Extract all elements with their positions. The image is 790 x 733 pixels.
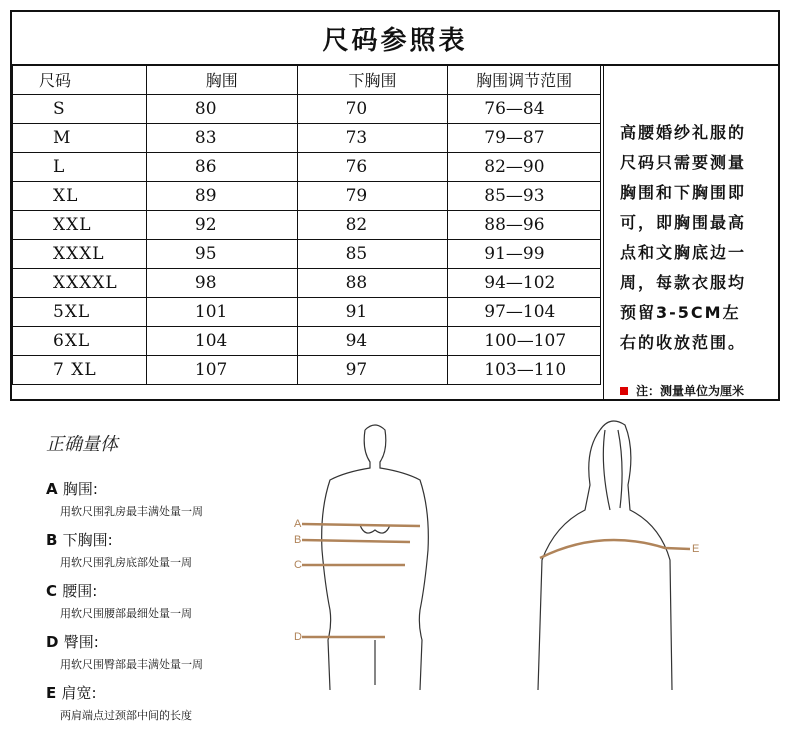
guide-item-label: 胸围: bbox=[62, 480, 98, 498]
table-row bbox=[13, 95, 601, 124]
cell-underbust: 79 bbox=[297, 182, 448, 211]
note-panel bbox=[603, 64, 779, 399]
note-footer bbox=[620, 382, 744, 399]
front-body-outline bbox=[322, 425, 429, 690]
note-footer-text: 注：测量单位为厘米 bbox=[636, 384, 745, 398]
guide-item-desc: 用软尺围臀部最丰满处量一周 bbox=[60, 658, 203, 671]
header-size: 尺码 bbox=[13, 65, 147, 95]
guide-item-heading bbox=[46, 529, 306, 550]
cell-range: 88—96 bbox=[448, 211, 601, 240]
cell-range: 97—104 bbox=[448, 298, 601, 327]
tape-a bbox=[302, 524, 420, 526]
cell-bust: 86 bbox=[146, 153, 297, 182]
figure-label-c: C bbox=[294, 559, 302, 571]
cell-underbust: 94 bbox=[297, 327, 448, 356]
note-line: 高腰婚纱礼服的 bbox=[620, 123, 747, 142]
guide-item-label: 下胸围: bbox=[62, 531, 113, 549]
cell-bust: 92 bbox=[146, 211, 297, 240]
header-bust: 胸围 bbox=[146, 65, 297, 95]
cell-range: 91—99 bbox=[448, 240, 601, 269]
cell-range: 100—107 bbox=[448, 327, 601, 356]
header-underbust: 下胸围 bbox=[297, 65, 448, 95]
tape-e bbox=[540, 540, 690, 558]
cell-size: XXXL bbox=[13, 240, 147, 269]
guide-item-heading bbox=[46, 478, 306, 499]
table-row bbox=[13, 153, 601, 182]
size-table bbox=[12, 64, 601, 385]
guide-item-desc: 用软尺围乳房最丰满处量一周 bbox=[60, 505, 203, 518]
cell-bust: 95 bbox=[146, 240, 297, 269]
note-line: 周，每款衣服均 bbox=[620, 273, 747, 292]
note-line: 预留3-5CM左 bbox=[620, 303, 741, 322]
guide-item-letter: D bbox=[46, 633, 59, 651]
cell-size: M bbox=[13, 124, 147, 153]
cell-underbust: 82 bbox=[297, 211, 448, 240]
guide-item-letter: E bbox=[46, 684, 57, 702]
guide-item-label: 腰围: bbox=[62, 582, 98, 600]
cell-bust: 80 bbox=[146, 95, 297, 124]
guide-item-label: 肩宽: bbox=[61, 684, 97, 702]
guide-title: 正确量体 bbox=[46, 434, 118, 455]
table-row bbox=[13, 356, 601, 385]
red-square-icon bbox=[620, 387, 628, 395]
guide-item-letter: C bbox=[46, 582, 58, 600]
cell-size: 5XL bbox=[13, 298, 147, 327]
table-row bbox=[13, 298, 601, 327]
cell-bust: 107 bbox=[146, 356, 297, 385]
guide-item-letter: B bbox=[46, 531, 58, 549]
note-line: 点和文胸底边一 bbox=[620, 243, 747, 262]
back-body-outline bbox=[538, 421, 672, 690]
table-row bbox=[13, 327, 601, 356]
table-header-row bbox=[13, 65, 601, 95]
note-line: 右的收放范围。 bbox=[620, 333, 747, 352]
cell-underbust: 70 bbox=[297, 95, 448, 124]
cell-underbust: 73 bbox=[297, 124, 448, 153]
figure-label-d: D bbox=[294, 631, 302, 643]
guide-item bbox=[46, 529, 306, 570]
guide-item-label: 臀围: bbox=[63, 633, 99, 651]
cell-bust: 89 bbox=[146, 182, 297, 211]
figure-label-e: E bbox=[692, 543, 700, 555]
cell-bust: 104 bbox=[146, 327, 297, 356]
guide-item-desc: 用软尺围乳房底部处量一周 bbox=[60, 556, 192, 569]
cell-underbust: 88 bbox=[297, 269, 448, 298]
figure-label-a: A bbox=[294, 518, 302, 530]
table-row bbox=[13, 240, 601, 269]
cell-bust: 98 bbox=[146, 269, 297, 298]
cell-size: XXXXL bbox=[13, 269, 147, 298]
note-text bbox=[620, 118, 770, 358]
size-chart bbox=[10, 10, 780, 401]
header-range: 胸围调节范围 bbox=[448, 65, 601, 95]
guide-item-letter: A bbox=[46, 480, 58, 498]
guide-item-desc: 用软尺围腰部最细处量一周 bbox=[60, 607, 192, 620]
cell-range: 82—90 bbox=[448, 153, 601, 182]
cell-underbust: 85 bbox=[297, 240, 448, 269]
cell-size: 6XL bbox=[13, 327, 147, 356]
cell-size: XL bbox=[13, 182, 147, 211]
cell-size: XXL bbox=[13, 211, 147, 240]
cell-size: S bbox=[13, 95, 147, 124]
measure-guide bbox=[46, 430, 306, 733]
chart-title: 尺码参照表 bbox=[12, 12, 778, 66]
guide-item bbox=[46, 478, 306, 519]
tape-lines bbox=[302, 524, 690, 637]
cell-underbust: 91 bbox=[297, 298, 448, 327]
cell-bust: 83 bbox=[146, 124, 297, 153]
note-line: 尺码只需要测量 bbox=[620, 153, 747, 172]
note-line: 胸围和下胸围即 bbox=[620, 183, 747, 202]
body-figure bbox=[280, 410, 740, 710]
figure-label-b: B bbox=[294, 534, 302, 546]
cell-size: L bbox=[13, 153, 147, 182]
guide-item bbox=[46, 631, 306, 672]
table-row bbox=[13, 269, 601, 298]
cell-range: 103—110 bbox=[448, 356, 601, 385]
cell-range: 94—102 bbox=[448, 269, 601, 298]
guide-item bbox=[46, 580, 306, 621]
figure-label-group bbox=[294, 518, 699, 643]
guide-item-heading bbox=[46, 580, 306, 601]
guide-item-heading bbox=[46, 682, 306, 703]
cell-range: 85—93 bbox=[448, 182, 601, 211]
cell-underbust: 76 bbox=[297, 153, 448, 182]
guide-item-heading bbox=[46, 631, 306, 652]
cell-size: 7 XL bbox=[13, 356, 147, 385]
tape-b bbox=[302, 540, 410, 542]
cell-range: 76—84 bbox=[448, 95, 601, 124]
note-line: 可，即胸围最高 bbox=[620, 213, 747, 232]
table-row bbox=[13, 182, 601, 211]
cell-bust: 101 bbox=[146, 298, 297, 327]
guide-item-desc: 两肩端点过颈部中间的长度 bbox=[60, 709, 192, 722]
table-row bbox=[13, 124, 601, 153]
cell-range: 79—87 bbox=[448, 124, 601, 153]
cell-underbust: 97 bbox=[297, 356, 448, 385]
guide-item bbox=[46, 682, 306, 723]
table-row bbox=[13, 211, 601, 240]
